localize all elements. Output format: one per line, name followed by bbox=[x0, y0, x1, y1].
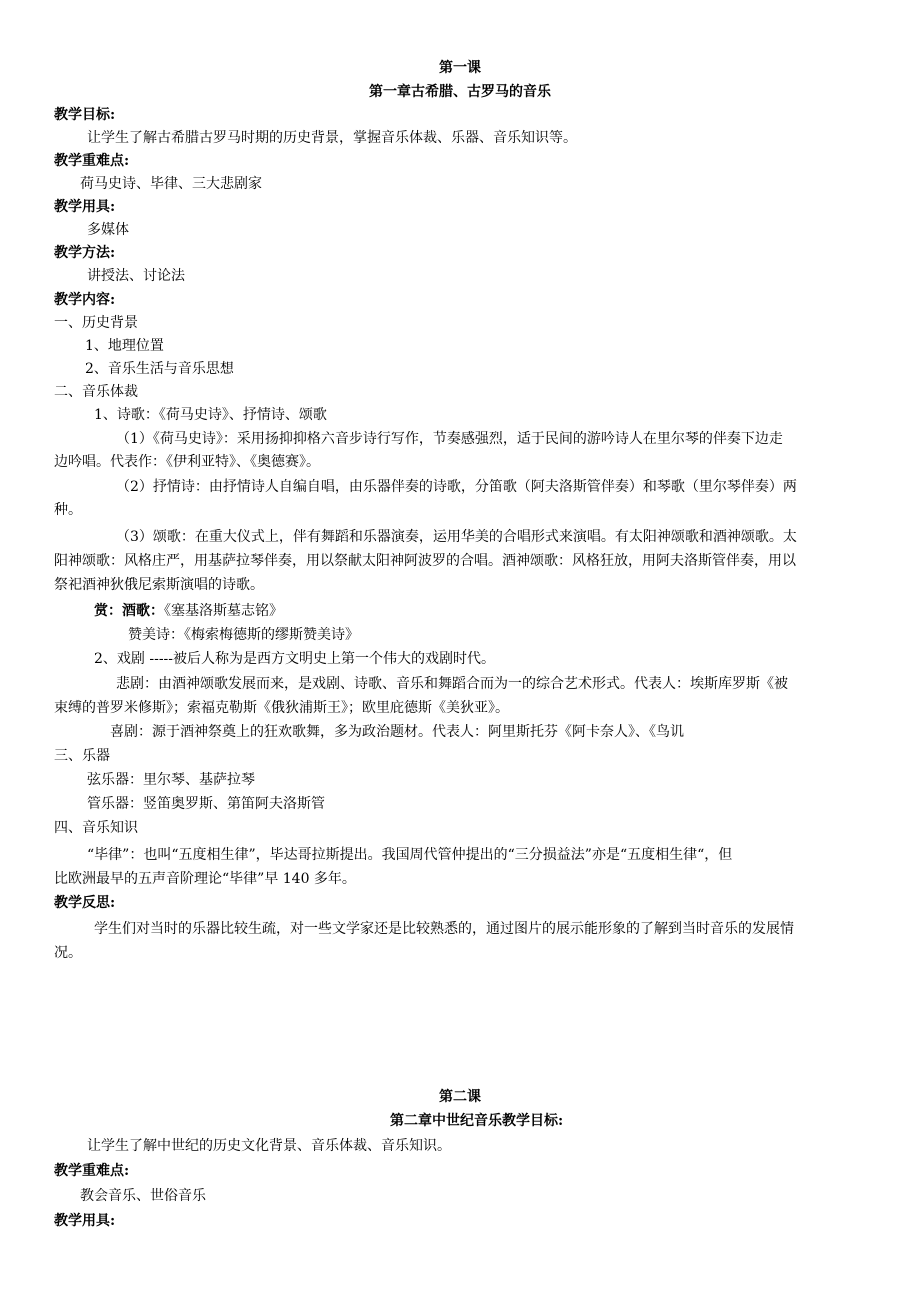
lesson2-title: 第二课 bbox=[439, 1089, 481, 1105]
section-history-item-2: 2、音乐生活与音乐思想 bbox=[85, 361, 234, 377]
reflection-line1: 学生们对当时的乐器比较生疏，对一些文学家还是比较熟悉的，通过图片的展示能形象的了解到当时音乐的发展情 bbox=[94, 921, 794, 937]
appreciation-work-1: 《塞基洛斯墓志铭》 bbox=[164, 603, 283, 619]
tragedy-line1: 悲剧：由酒神颂歌发展而来，是戏剧、诗歌、音乐和舞蹈合而为一的综合艺术形式。代表人：埃斯库罗斯《被 bbox=[116, 676, 788, 692]
method-label: 教学方法: bbox=[54, 245, 116, 261]
method-text: 讲授法、讨论法 bbox=[87, 268, 185, 284]
appreciation-line1 bbox=[94, 600, 283, 623]
reflection-label: 教学反思: bbox=[54, 895, 116, 911]
key-points-text: 荷马史诗、毕律、三大悲剧家 bbox=[80, 176, 262, 192]
poetry-lyric-line1: （2）抒情诗：由抒情诗人自编自唱，由乐器伴奏的诗歌，分笛歌（阿夫洛斯管伴奏）和琴歌（里尔琴伴奏）两 bbox=[116, 479, 797, 495]
tragedy-line2: 束缚的普罗米修斯》；索福克勒斯《俄狄浦斯王》；欧里庇德斯《美狄亚》。 bbox=[54, 700, 509, 716]
poetry-hymn-line1: （3）颂歌：在重大仪式上，伴有舞蹈和乐器演奏，运用华美的合唱形式来演唱。有太阳神颂歌和酒神颂歌。太 bbox=[116, 529, 797, 545]
section-knowledge: 四、音乐知识 bbox=[54, 820, 138, 836]
poetry-hymn-line3: 祭祀酒神狄俄尼索斯演唱的诗歌。 bbox=[54, 577, 264, 593]
lesson2-chapter-title: 第二章中世纪音乐教学目标: bbox=[390, 1113, 564, 1129]
lesson2-tools-label: 教学用具: bbox=[54, 1213, 116, 1229]
reflection-line2: 况。 bbox=[54, 945, 82, 961]
tools-text: 多媒体 bbox=[87, 222, 129, 238]
lesson2-key-points-label: 教学重难点: bbox=[54, 1163, 130, 1179]
comedy-line: 喜剧：源于酒神祭奠上的狂欢歌舞，多为政治题材。代表人：阿里斯托芬《阿卡奈人》、《鸟讥 bbox=[110, 724, 684, 740]
appreciation-label: 赏：酒歌： bbox=[94, 603, 164, 619]
instruments-winds: 管乐器：竖笛奥罗斯、第笛阿夫洛斯管 bbox=[87, 796, 325, 812]
poetry-homer-line1: （1）《荷马史诗》：采用扬抑抑格六音步诗行写作，节奏感强烈，适于民间的游吟诗人在里尔琴的伴奏下边走 bbox=[116, 431, 783, 447]
poetry-homer-line2: 边吟唱。代表作：《伊利亚特》、《奥德赛》。 bbox=[54, 454, 320, 470]
section-instruments: 三、乐器 bbox=[54, 748, 110, 764]
genre-poetry: 1、诗歌：《荷马史诗》、抒情诗、颂歌 bbox=[94, 407, 327, 423]
key-points-label: 教学重难点: bbox=[54, 153, 130, 169]
section-genres: 二、音乐体裁 bbox=[54, 384, 138, 400]
section-history: 一、历史背景 bbox=[54, 315, 138, 331]
content-label: 教学内容: bbox=[54, 292, 116, 308]
appreciation-line2: 赞美诗：《梅索梅德斯的缪斯赞美诗》 bbox=[128, 627, 359, 643]
lesson2-key-points-text: 教会音乐、世俗音乐 bbox=[80, 1188, 206, 1204]
poetry-lyric-line2: 种。 bbox=[54, 502, 82, 518]
lesson1-title: 第一课 bbox=[439, 60, 481, 76]
tools-label: 教学用具: bbox=[54, 199, 116, 215]
goal-text: 让学生了解古希腊古罗马时期的历史背景，掌握音乐体裁、乐器、音乐知识等。 bbox=[87, 130, 577, 146]
genre-drama: 2、戏剧 -----被后人称为是西方文明史上第一个伟大的戏剧时代。 bbox=[94, 651, 496, 667]
instruments-strings: 弦乐器：里尔琴、基萨拉琴 bbox=[87, 772, 255, 788]
goal-label: 教学目标: bbox=[54, 107, 116, 123]
lesson1-chapter-title: 第一章古希腊、古罗马的音乐 bbox=[369, 84, 551, 100]
poetry-hymn-line2: 阳神颂歌：风格庄严，用基萨拉琴伴奏，用以祭献太阳神阿波罗的合唱。酒神颂歌：风格狂放，用阿夫洛斯管伴奏，用以 bbox=[54, 553, 796, 569]
section-history-item-1: 1、地理位置 bbox=[85, 338, 164, 354]
knowledge-line1: “毕律”：也叫“五度相生律”，毕达哥拉斯提出。我国周代管仲提出的“三分损益法”亦是“五度相生律“，但 bbox=[87, 847, 733, 863]
knowledge-line2: 比欧洲最早的五声音阶理论“毕律”早 140 多年。 bbox=[54, 871, 356, 887]
lesson2-goal-text: 让学生了解中世纪的历史文化背景、音乐体裁、音乐知识。 bbox=[87, 1138, 451, 1154]
